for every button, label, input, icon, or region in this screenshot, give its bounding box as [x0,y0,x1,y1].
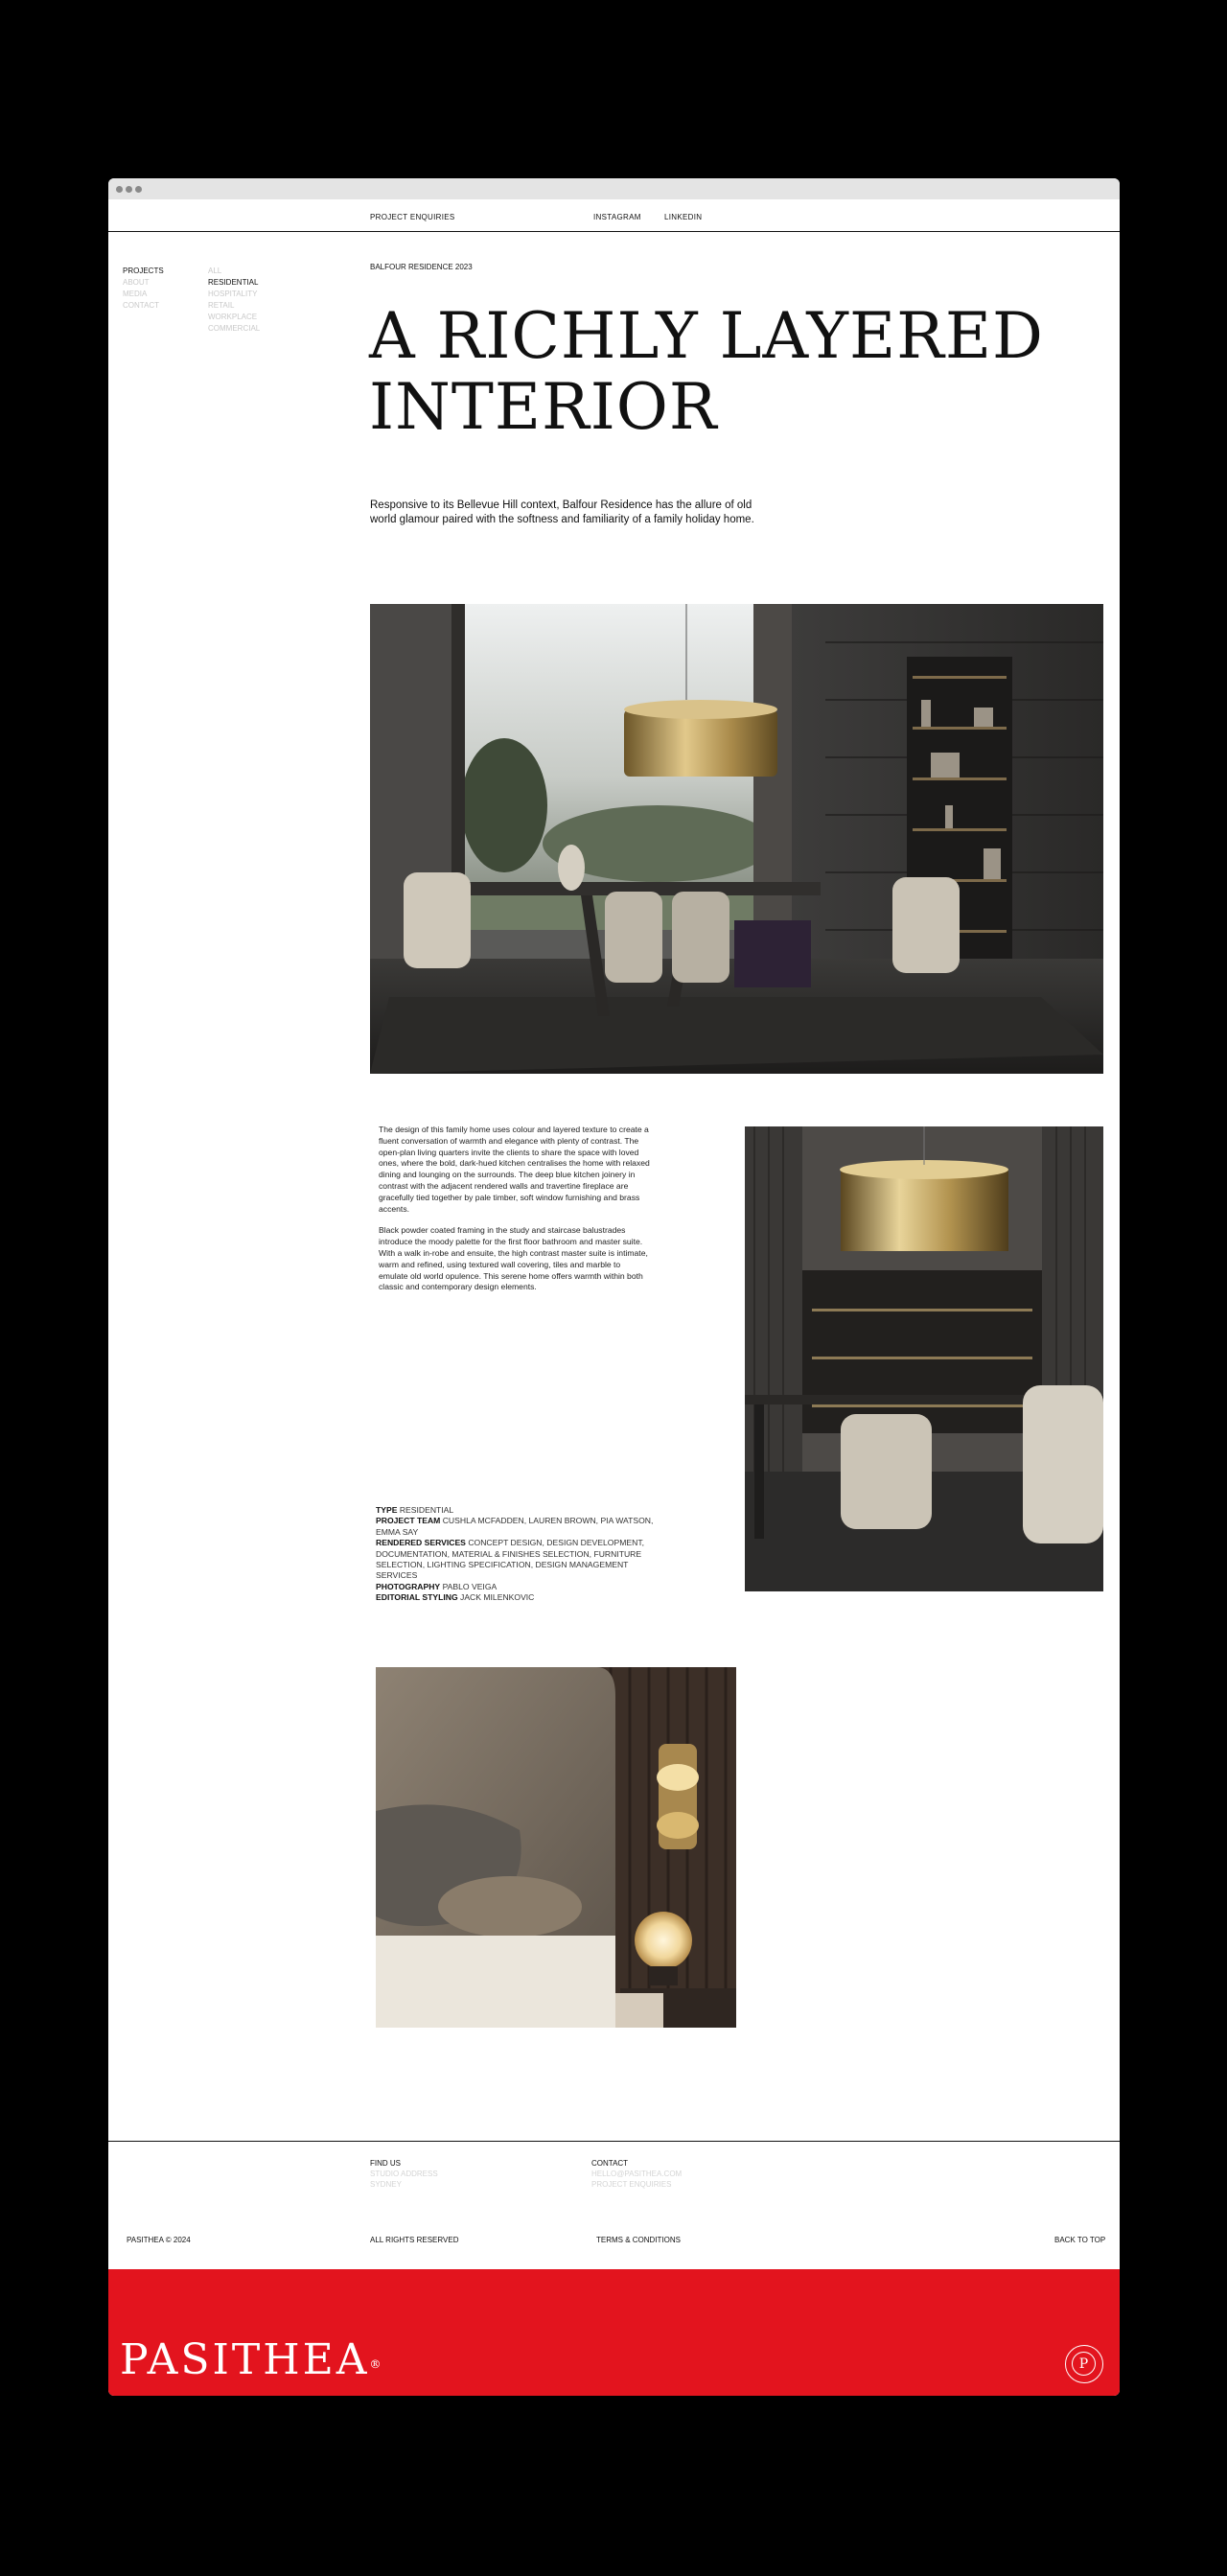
description-paragraph: Black powder coated framing in the study and staircase balustrades introduce the moody palette for the first floor bathroom and master suite. With a walk in-robe and ensuite, the high contrast master suite is intimate, warm and refined, using textured wall covering, tiles and marble to emulate old world opulence. This serene home offers warmth within both classic and contemporary design elements. [379,1225,648,1292]
footer-terms-link[interactable]: TERMS & CONDITIONS [596,2236,682,2244]
category-hospitality[interactable]: HOSPITALITY [208,290,258,298]
footer-find-us-line[interactable]: SYDNEY [370,2180,402,2189]
credit-project-team: PROJECT TEAM CUSHLA MCFADDEN, LAUREN BROWN, PIA WATSON, EMMA SAY [376,1516,654,1537]
browser-chrome [108,178,1120,199]
footer-copyright: PASITHEA © 2024 [127,2236,191,2244]
sidebar-item-media[interactable]: MEDIA [123,290,148,298]
footer-contact-heading: CONTACT [591,2159,629,2168]
page-title-line: A RICHLY LAYERED [369,299,1044,373]
sidebar-category-menu [208,266,260,335]
project-credits [376,1505,663,1604]
credit-type: TYPE RESIDENTIAL [376,1505,454,1515]
nav-linkedin[interactable]: LINKEDIN [664,213,703,221]
footer-find-us-line[interactable]: STUDIO ADDRESS [370,2170,438,2178]
bedroom-photo [376,1667,736,2028]
page-title [369,301,1044,443]
header-divider [108,231,1120,232]
sidebar-item-about[interactable]: ABOUT [123,278,150,287]
window-dot[interactable] [126,186,132,193]
category-residential[interactable]: RESIDENTIAL [208,278,259,287]
credit-photography: PHOTOGRAPHY PABLO VEIGA [376,1581,498,1591]
window-dot[interactable] [135,186,142,193]
nav-project-enquiries[interactable]: PROJECT ENQUIRIES [370,213,455,221]
footer-find-us-heading: FIND US [370,2159,401,2168]
footer-divider [108,2141,1120,2142]
browser-window [108,178,1120,2396]
sidebar-item-contact[interactable]: CONTACT [123,301,160,310]
project-description [379,1125,652,1304]
page-title-line: INTERIOR [369,370,718,444]
project-eyebrow: BALFOUR RESIDENCE 2023 [370,263,473,271]
credit-rendered-services: RENDERED SERVICES CONCEPT DESIGN, DESIGN DEVELOPMENT, DOCUMENTATION, MATERIAL & FINISHES SELECTION, FURNITURE SELECTION, LIGHTING SPECIFICATION, DESIGN MANAGEMENT SERVICES [376,1538,644,1581]
chandelier-dining-photo [745,1126,1103,1591]
category-workplace[interactable]: WORKPLACE [208,313,258,321]
brand-seal-icon: P [1065,2345,1103,2383]
footer-contact-enquiries[interactable]: PROJECT ENQUIRIES [591,2180,672,2189]
footer-rights: ALL RIGHTS RESERVED [370,2236,459,2244]
category-all[interactable]: ALL [208,267,222,275]
sidebar-main-menu [123,266,164,312]
window-dot[interactable] [116,186,123,193]
nav-instagram[interactable]: INSTAGRAM [593,213,641,221]
hero-dining-photo [370,604,1103,1074]
footer-contact-email[interactable]: HELLO@PASITHEA.COM [591,2170,683,2178]
category-retail[interactable]: RETAIL [208,301,235,310]
credit-editorial-styling: EDITORIAL STYLING JACK MILENKOVIC [376,1592,535,1603]
back-to-top-link[interactable]: BACK TO TOP [1054,2236,1106,2244]
intro-text: Responsive to its Bellevue Hill context, Balfour Residence has the allure of old world glamour paired with the softness and familiarity of a family holiday home. [370,499,754,525]
category-commercial[interactable]: COMMERCIAL [208,324,261,333]
description-paragraph: The design of this family home uses colour and layered texture to create a fluent conversation of warmth and elegance with plenty of contrast. The open-plan living quarters invite the clients to share the space with loved ones, where the bold, dark-hued kitchen centralises the home with relaxed dining and lounging on the surrounds. The deep blue kitchen joinery in contrast with the adjacent rendered walls and travertine fireplace are gracefully tied together by pale timber, soft window furnishing and brass accents. [379,1125,650,1214]
sidebar-item-projects[interactable]: PROJECTS [123,267,164,275]
pasithea-logo[interactable]: PASITHEA® [120,2335,382,2384]
